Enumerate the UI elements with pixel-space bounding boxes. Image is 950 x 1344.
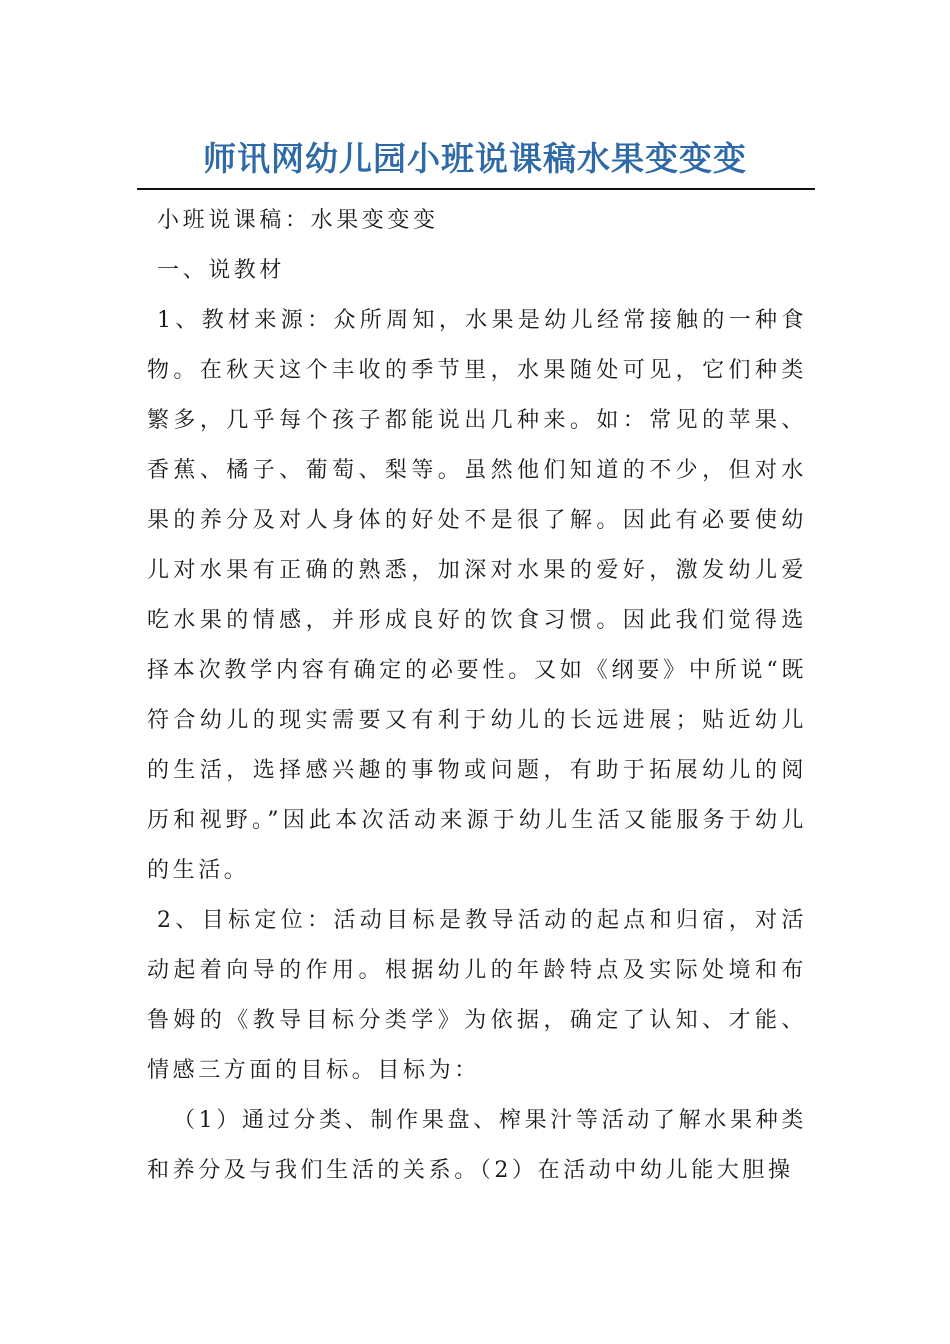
section-heading: 一、说教材	[157, 258, 286, 283]
title-divider	[137, 188, 815, 190]
paragraph-goal-positioning: 2、目标定位：活动目标是教导活动的起点和归宿，对活动起着向导的作用。根据幼儿的年龄特点及实际处境和布鲁姆的《教导目标分类学》为依据，确定了认知、才能、情感三方面的目标。目标为：	[147, 908, 807, 1083]
paragraph-material-source: 1、教材来源：众所周知，水果是幼儿经常接触的一种食物。在秋天这个丰收的季节里，水果随处可见，它们种类繁多，几乎每个孩子都能说出几种来。如：常见的苹果、香蕉、橘子、葡萄、梨等。虽然他们知道的不少，但对水果的养分及对人身体的好处不是很了解。因此有必要使幼儿对水果有正确的熟悉，加深对水果的爱好，激发幼儿爱吃水果的情感，并形成良好的饮食习惯。因此我们觉得选择本次教学内容有确定的必要性。又如《纲要》中所说“既符合幼儿的现实需要又有利于幼儿的长远进展；贴近幼儿的生活，选择感兴趣的事物或问题，有助于拓展幼儿的阅历和视野。”因此本次活动来源于幼儿生活又能服务于幼儿的生活。	[147, 308, 807, 883]
paragraph-goals-list: （1）通过分类、制作果盘、榨果汁等活动了解水果种类和养分及与我们生活的关系。（2）在活动中幼儿能大胆操	[147, 1108, 807, 1183]
subtitle: 小班说课稿：水果变变变	[157, 208, 439, 233]
document-body	[147, 196, 807, 1196]
document-title: 师讯网幼儿园小班说课稿水果变变变	[203, 139, 747, 178]
